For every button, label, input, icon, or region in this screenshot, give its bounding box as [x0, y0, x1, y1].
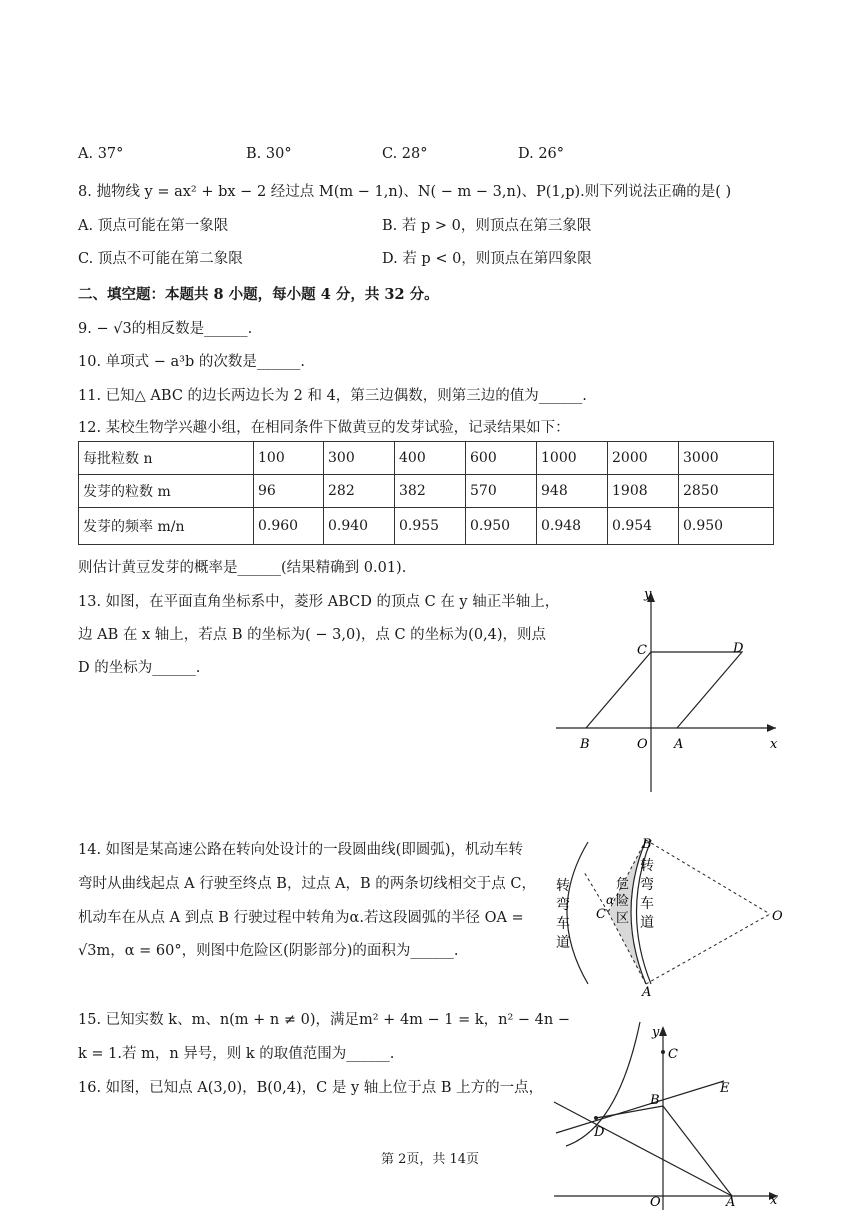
- danger-zone-label: 危险区: [616, 877, 630, 926]
- axis-label-x: x: [770, 1193, 778, 1208]
- table-cell: 0.960: [254, 508, 324, 545]
- table-cell: 282: [324, 475, 395, 508]
- table-row: [79, 508, 774, 545]
- point-label-o: O: [650, 1195, 661, 1210]
- table-cell: 1000: [537, 442, 608, 475]
- q8-option-b: B. 若 p > 0，则顶点在第三象限: [382, 218, 592, 234]
- point-label-d: D: [594, 1125, 605, 1140]
- table-cell: 600: [466, 442, 537, 475]
- q13-line-1: 13. 如图，在平面直角坐标系中，菱形 ABCD 的顶点 C 在 y 轴正半轴上，: [78, 594, 560, 610]
- table-cell: 100: [254, 442, 324, 475]
- q12-stem: 12. 某校生物学兴趣小组，在相同条件下做黄豆的发芽试验，记录结果如下：: [78, 420, 570, 436]
- q14-line-1: 14. 如图是某高速公路在转向处设计的一段圆曲线(即圆弧)，机动车转: [78, 842, 523, 858]
- q7-option-a: A. 37°: [78, 146, 124, 162]
- table-cell: 300: [324, 442, 395, 475]
- q14-line-2: 弯时从曲线起点 A 行驶至终点 B，过点 A，B 的两条切线相交于点 C，: [78, 876, 537, 892]
- point-label-c: C: [668, 1047, 678, 1062]
- axis-label-x: x: [770, 737, 778, 752]
- q14-line-4: √3m，α = 60°，则图中危险区(阴影部分)的面积为______.: [78, 943, 459, 959]
- table-cell: 382: [395, 475, 466, 508]
- left-road-label: 转弯车道: [556, 878, 570, 951]
- q9: 9. − √3的相反数是______.: [78, 321, 253, 337]
- table-cell: 2000: [608, 442, 679, 475]
- table-row: [79, 475, 774, 508]
- table-cell: 0.950: [679, 508, 774, 545]
- table-cell: 3000: [679, 442, 774, 475]
- point-label-b: B: [650, 1093, 660, 1108]
- table-cell: 0.950: [466, 508, 537, 545]
- page-footer: 第 2页，共 14页: [380, 1152, 480, 1167]
- point-label-b: B: [642, 837, 652, 852]
- q16-line: 16. 如图，已知点 A(3,0)，B(0,4)，C 是 y 轴上位于点 B 上方的一点，: [78, 1080, 544, 1096]
- q12-table: [78, 441, 774, 545]
- point-label-o: O: [772, 909, 783, 924]
- point-label-c: C: [637, 643, 647, 658]
- axis-label-y: y: [652, 1025, 660, 1040]
- q7-option-b: B. 30°: [246, 146, 292, 162]
- q15-line-1: 15. 已知实数 k、m、n(m + n ≠ 0)，满足m² + 4m − 1 = k，n² − 4n −: [78, 1012, 571, 1028]
- point-label-a: A: [726, 1195, 736, 1210]
- table-cell: 每批粒数 n: [79, 442, 254, 475]
- point-label-b: B: [580, 737, 590, 752]
- q8-option-a: A. 顶点可能在第一象限: [78, 218, 229, 234]
- q11: 11. 已知△ ABC 的边长两边长为 2 和 4，第三边偶数，则第三边的值为______.: [78, 388, 587, 404]
- table-cell: 1908: [608, 475, 679, 508]
- point-label-d: D: [733, 641, 744, 656]
- q13-figure: [548, 582, 788, 797]
- table-cell: 2850: [679, 475, 774, 508]
- q8-stem: 8. 抛物线 y = ax² + bx − 2 经过点 M(m − 1,n)、N( − m − 3,n)、P(1,p).则下列说法正确的是( ): [78, 184, 732, 200]
- table-cell: 948: [537, 475, 608, 508]
- table-cell: 发芽的粒数 m: [79, 475, 254, 508]
- point-label-e: E: [720, 1081, 730, 1096]
- point-label-o: O: [637, 737, 648, 752]
- q13-line-2: 边 AB 在 x 轴上，若点 B 的坐标为( − 3,0)，点 C 的坐标为(0,4)，则点: [78, 627, 547, 643]
- table-cell: 发芽的频率 m/n: [79, 508, 254, 545]
- table-row: [79, 442, 774, 475]
- q15-line-2: k = 1.若 m，n 异号，则 k 的取值范围为______.: [78, 1046, 395, 1062]
- point-label-a: A: [674, 737, 684, 752]
- q8-option-d: D. 若 p < 0，则顶点在第四象限: [382, 251, 592, 267]
- angle-label-alpha: α: [606, 893, 615, 907]
- q14-line-3: 机动车在从点 A 到点 B 行驶过程中转角为α.若这段圆弧的半径 OA =: [78, 910, 524, 926]
- point-label-a: A: [642, 985, 652, 1000]
- q14-figure: [548, 828, 788, 1000]
- q7-option-d: D. 26°: [518, 146, 565, 162]
- axis-label-y: y: [644, 587, 652, 602]
- table-cell: 0.940: [324, 508, 395, 545]
- q8-option-c: C. 顶点不可能在第二象限: [78, 251, 243, 267]
- q10: 10. 单项式 − a³b 的次数是______.: [78, 354, 305, 370]
- table-cell: 96: [254, 475, 324, 508]
- table-cell: 0.948: [537, 508, 608, 545]
- table-cell: 0.955: [395, 508, 466, 545]
- table-cell: 570: [466, 475, 537, 508]
- q7-option-c: C. 28°: [382, 146, 428, 162]
- q12-tail: 则估计黄豆发芽的概率是______(结果精确到 0.01).: [78, 560, 407, 576]
- table-cell: 400: [395, 442, 466, 475]
- section-heading: 二、填空题：本题共 8 小题，每小题 4 分，共 32 分。: [78, 286, 439, 303]
- point-label-c: C: [596, 907, 606, 922]
- table-cell: 0.954: [608, 508, 679, 545]
- q16-figure: [548, 1018, 788, 1212]
- right-road-label: 转弯车道: [640, 858, 654, 931]
- q13-line-3: D 的坐标为______.: [78, 660, 201, 676]
